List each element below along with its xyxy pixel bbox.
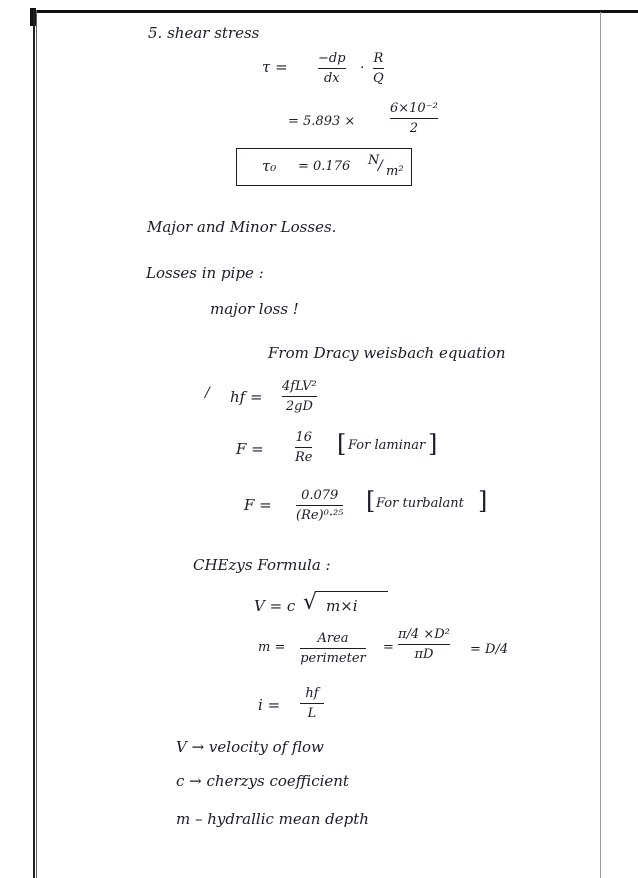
- tau-den3: 2: [409, 121, 419, 136]
- tau-den2: Q: [373, 71, 384, 86]
- tick-mark: /: [205, 385, 210, 401]
- hf-den: 2gD: [285, 399, 313, 414]
- f2-note: For turbalant: [376, 496, 464, 511]
- fraction-bar: [282, 396, 317, 397]
- chezy-v-lhs: V = c: [254, 597, 296, 615]
- chezy-m-fraction-2: [398, 627, 450, 662]
- definition-v: V → velocity of flow: [176, 738, 324, 756]
- result-unit-slash: /: [378, 158, 383, 174]
- chezy-v-root: m×i: [326, 597, 358, 615]
- f2-den: (Re)⁰·²⁵: [296, 508, 344, 523]
- bracket-close-1: ]: [428, 430, 438, 458]
- f2-fraction: [296, 488, 343, 523]
- chezy-m-den: perimeter: [300, 651, 366, 666]
- f2-lhs: F =: [244, 496, 272, 514]
- fraction-bar: [398, 644, 450, 645]
- result-value: = 0.176: [298, 159, 351, 174]
- tau-num1: −dp: [318, 51, 346, 66]
- chezy-m-den2: πD: [414, 647, 434, 662]
- definition-c: c → cherzys coefficient: [176, 772, 349, 790]
- hf-fraction: [282, 379, 317, 414]
- tau-dot: ·: [360, 60, 365, 76]
- major-loss-heading: major loss !: [210, 300, 299, 318]
- fraction-bar: [296, 505, 343, 506]
- tau-fraction-3: [390, 101, 438, 136]
- fraction-bar: [373, 68, 384, 69]
- chezy-i-lhs: i =: [258, 696, 281, 714]
- sqrt-icon: √: [303, 590, 318, 615]
- tau-fraction-1: [318, 51, 346, 86]
- f2-num: 0.079: [301, 488, 339, 503]
- f1-lhs: F =: [236, 440, 264, 458]
- hf-lhs: hf =: [230, 388, 263, 406]
- result-unit-den: m²: [386, 164, 404, 179]
- shear-heading: 5. shear stress: [148, 24, 260, 42]
- pipe-losses-heading: Losses in pipe :: [146, 264, 264, 282]
- hf-num: 4fLV²: [282, 379, 317, 394]
- chezy-m-num2: π/4 ×D²: [398, 627, 450, 642]
- bracket-close-2: ]: [478, 487, 488, 515]
- fraction-bar: [300, 703, 324, 704]
- f1-den: Re: [295, 450, 313, 465]
- chezy-m-lhs: m =: [258, 640, 286, 655]
- chezy-i-den: L: [307, 706, 317, 721]
- fraction-bar: [318, 68, 346, 69]
- sqrt-bar: [316, 591, 388, 592]
- bracket-open-1: [: [337, 430, 347, 458]
- margin-line-inner: [36, 10, 37, 878]
- chezy-m-num: Area: [317, 631, 349, 646]
- chezy-i-fraction: [300, 686, 324, 721]
- fraction-bar: [295, 447, 312, 448]
- chezy-m-result: = D/4: [470, 642, 509, 657]
- f1-note: For laminar: [348, 438, 426, 453]
- chezy-i-num: hf: [305, 686, 319, 701]
- tau-fraction-2: [373, 51, 384, 86]
- tau-num2: R: [373, 51, 384, 66]
- chezy-heading: CHEzys Formula :: [193, 556, 331, 574]
- result-unit-num: N: [368, 153, 380, 168]
- darcy-line: From Dracy weisbach equation: [268, 344, 506, 362]
- f1-fraction: [295, 430, 312, 465]
- tau-den1: dx: [323, 71, 340, 86]
- tau-num3: 6×10⁻²: [390, 101, 438, 116]
- definition-m: m – hydrallic mean depth: [176, 810, 369, 828]
- chezy-m-eq: =: [383, 640, 394, 655]
- fraction-bar: [300, 648, 366, 649]
- margin-line: [33, 10, 35, 878]
- fraction-bar: [390, 118, 438, 119]
- bracket-open-2: [: [366, 487, 376, 515]
- result-lhs: τ₀: [262, 157, 277, 175]
- chezy-m-fraction: [300, 631, 366, 666]
- tau-eq2-lhs: = 5.893 ×: [288, 114, 356, 129]
- tau-lhs: τ =: [262, 58, 288, 76]
- losses-heading: Major and Minor Losses.: [147, 218, 337, 236]
- f1-num: 16: [295, 430, 313, 445]
- page-right-edge: [600, 12, 601, 878]
- page-top-border: [30, 10, 638, 13]
